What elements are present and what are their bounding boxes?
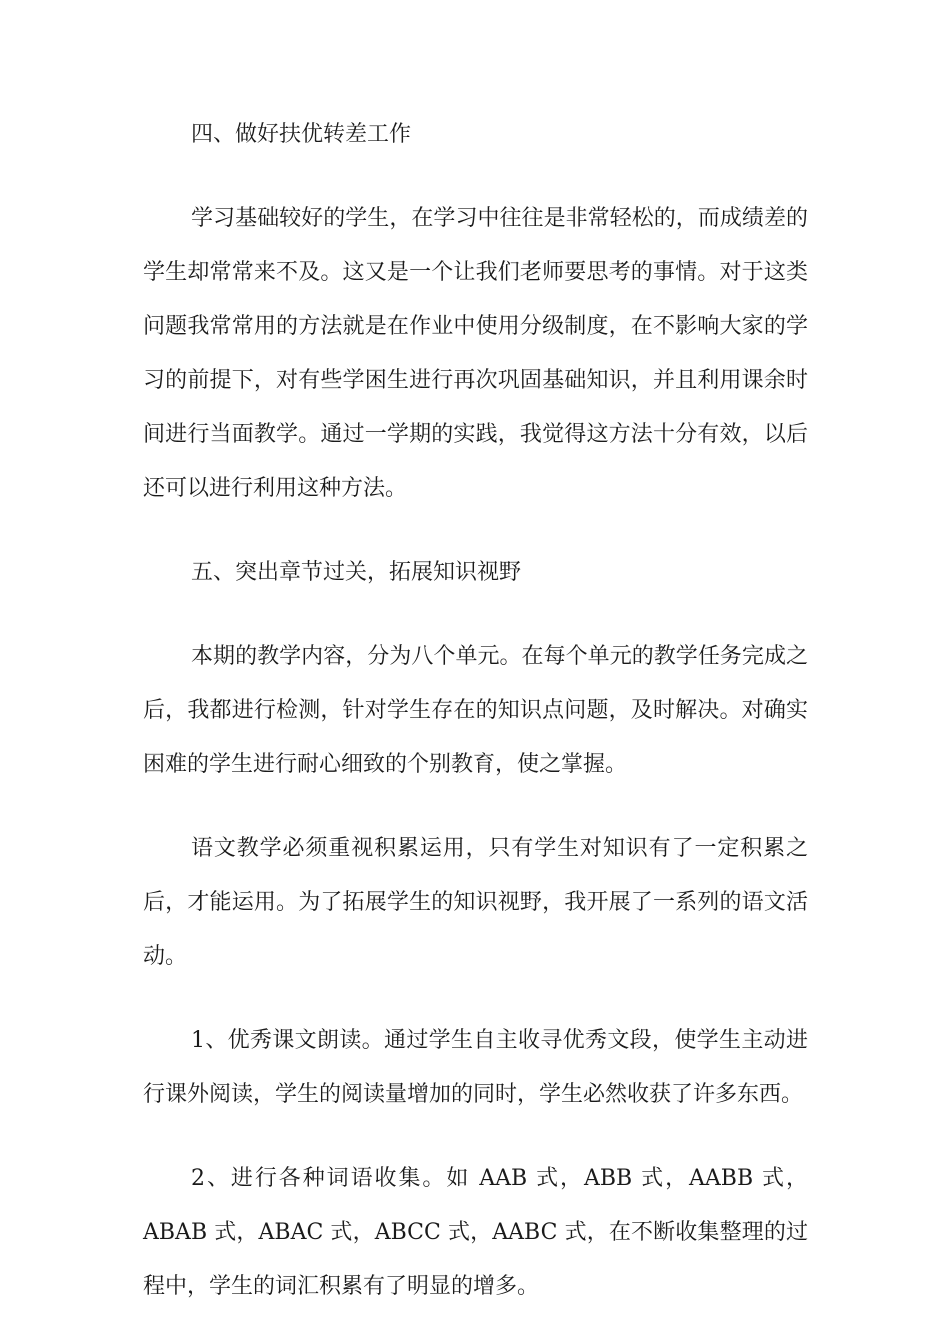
paragraph: 本期的教学内容，分为八个单元。在每个单元的教学任务完成之后，我都进行检测，针对学生存在的知识点问题，及时解决。对确实困难的学生进行耐心细致的个别教育，使之掌握。 bbox=[143, 644, 808, 777]
document-body bbox=[143, 108, 808, 1344]
section-heading-5: 五、突出章节过关，拓展知识视野 bbox=[191, 560, 522, 585]
section-heading-4: 四、做好扶优转差工作 bbox=[191, 122, 412, 147]
paragraph: 学习基础较好的学生，在学习中往往是非常轻松的，而成绩差的学生却常常来不及。这又是一个让我们老师要思考的事情。对于这类问题我常常用的方法就是在作业中使用分级制度，在不影响大家的学习的前提下，对有些学困生进行再次巩固基础知识，并且利用课余时间进行当面教学。通过一学期的实践，我觉得这方法十分有效，以后还可以进行利用这种方法。 bbox=[143, 206, 808, 501]
list-item: 2、进行各种词语收集。如 AAB 式，ABB 式，AABB 式，ABAB 式，ABAC 式，ABCC 式，AABC 式，在不断收集整理的过程中，学生的词汇积累有了明显的增多。 bbox=[143, 1166, 808, 1299]
list-item: 1、优秀课文朗读。通过学生自主收寻优秀文段，使学生主动进行课外阅读，学生的阅读量增加的同时，学生必然收获了许多东西。 bbox=[143, 1028, 808, 1107]
paragraph: 语文教学必须重视积累运用，只有学生对知识有了一定积累之后，才能运用。为了拓展学生的知识视野，我开展了一系列的语文活动。 bbox=[143, 836, 808, 969]
